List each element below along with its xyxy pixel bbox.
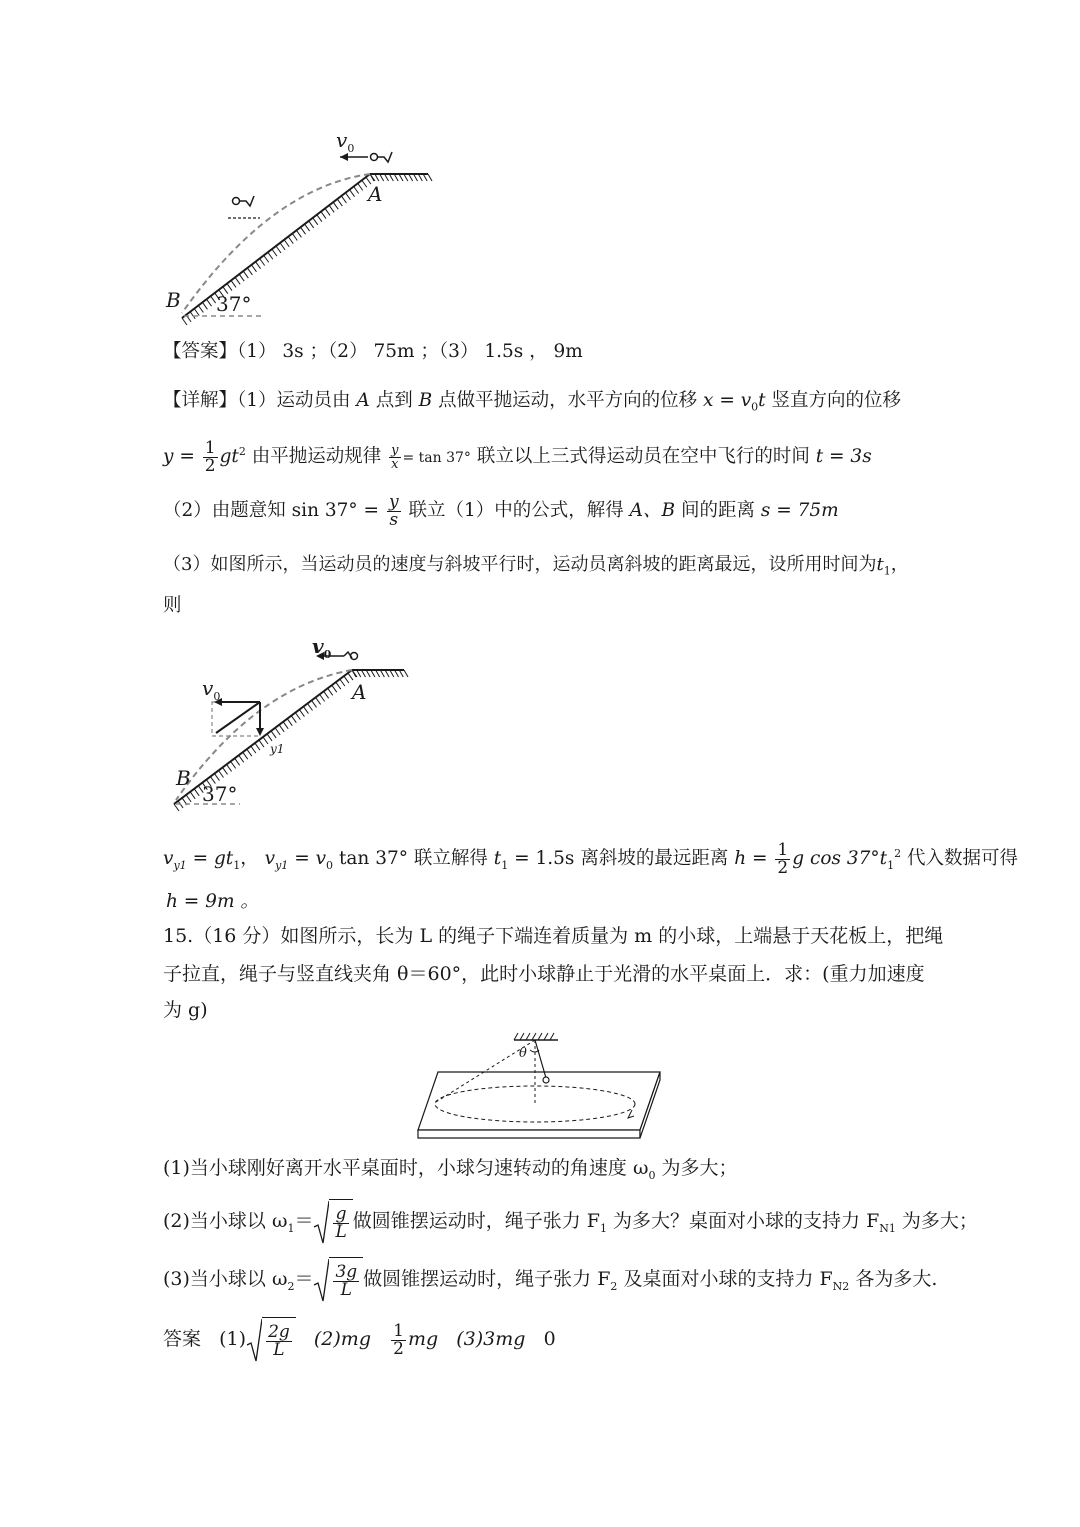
problem-15-line-2: 子拉直，绳子与竖直线夹角 θ＝60°，此时小球静止于光滑的水平桌面上．求：(重力加速度 <box>163 963 925 985</box>
hatch-mark <box>308 704 313 711</box>
figure-2-slope <box>160 632 420 812</box>
hatch-mark <box>219 771 224 778</box>
frac-y-over-x: $\frac{y}{x}$ <box>391 442 399 472</box>
hatch-mark <box>375 174 379 181</box>
hatch-mark <box>325 208 330 215</box>
hatch-mark <box>256 262 261 269</box>
question-2: (2)当小球以 $\omega_1=$ $\frac{g}{L}$ 做圆锥摆运动时，绳子张力 $F_1$ 为多大？桌面对小球的支持力 $F_{N1}$ 为多大； <box>163 1198 978 1252</box>
detail-line-3: （2）由题意知 sin 37° = $\frac{y}{s}$ 联立（1）中的公式，解得 A、B 间的距离 s = 75m <box>163 491 839 530</box>
detail-line-4: （3）如图所示，当运动员的速度与斜坡平行时，运动员离斜坡的距离最远，设所用时间为$t_1$， <box>163 554 909 578</box>
hatch-mark <box>291 716 296 723</box>
hatch-mark <box>247 268 252 275</box>
frac-half: $\frac{1}{2}$ <box>204 437 216 476</box>
hatch-mark <box>320 694 325 701</box>
hatch-mark <box>380 174 384 181</box>
hatch-mark <box>399 670 403 677</box>
hatch-mark <box>389 174 393 181</box>
detail-line-1: 【详解】（1）运动员由 A 点到 B 点做平抛运动，水平方向的位移 $x = v_0t$ 竖直方向的位移 <box>163 390 901 414</box>
answer-parts: （1） 3s ；（2） 75m ；（3） 1.5s ， 9m <box>237 341 583 362</box>
hatch-mark <box>231 761 236 768</box>
hatch-mark <box>292 233 297 240</box>
fig2-label-b: B <box>176 766 191 790</box>
problem-15-line-3: 为 g) <box>163 999 208 1021</box>
hatch-mark <box>354 187 359 194</box>
hatch-mark <box>303 707 308 714</box>
hatch-mark <box>263 737 268 744</box>
hatch-mark <box>190 792 195 799</box>
sqrt-2g-over-l: $\frac{2g}{L}$ <box>246 1317 296 1364</box>
hatch-mark <box>190 312 195 319</box>
figure-1-slope <box>160 128 440 328</box>
hatch-mark <box>390 670 394 677</box>
fig3-theta: θ <box>519 1046 527 1061</box>
hatch-mark <box>295 713 300 720</box>
fig1-v0-label: $v_0$ <box>336 128 355 155</box>
figure-1-drawing <box>160 128 440 328</box>
sqrt-g-over-l: $\frac{g}{L}$ <box>313 1199 352 1246</box>
hatch-mark <box>231 280 236 287</box>
hatch-mark <box>214 774 219 781</box>
sqrt-3g-over-l: $\frac{3g}{L}$ <box>313 1257 363 1304</box>
hatch-mark <box>350 190 355 197</box>
velocity-equation-line: $v_{y1} = gt_1$， $v_{y1} = v_0$ tan 37° 联立解得 $t_1 = 1.5s$ 离斜坡的最远距离 h = $\frac{1}{2}$ g $\cos 37^\circ t_1^2$ 代入数据可得 <box>163 839 1018 878</box>
frac-y-over-s: $\frac{y}{s}$ <box>388 491 399 530</box>
hatch-mark <box>370 174 374 181</box>
hatch-mark <box>395 670 399 677</box>
hatch-mark <box>309 221 314 228</box>
problem-15-line-1: 15.（16 分）如图所示，长为 L 的绳子下端连着质量为 m 的小球，上端悬于天花板上，把绳 <box>163 925 944 947</box>
hatch-mark <box>362 180 367 187</box>
hatch-mark <box>235 758 240 765</box>
hatch-mark <box>409 174 413 181</box>
hatch-mark <box>287 719 292 726</box>
hatch-mark <box>235 277 240 284</box>
fig2-angle-label: 37° <box>202 782 238 806</box>
fig2-v0-top: $v_0$ <box>312 634 332 661</box>
hatch-mark <box>345 193 350 200</box>
hatch-mark <box>380 670 384 677</box>
hatch-mark <box>268 252 273 259</box>
hatch-mark <box>288 237 293 244</box>
figure-3-drawing <box>410 1030 670 1150</box>
hatch-mark <box>366 670 370 677</box>
hatch-mark <box>414 174 418 181</box>
hatch-mark <box>371 670 375 677</box>
hatch-mark <box>207 299 212 306</box>
detail-line-5: 则 <box>163 595 182 616</box>
hatch-mark <box>418 174 422 181</box>
hatch-mark <box>312 700 317 707</box>
hatch-mark <box>198 305 203 312</box>
hatch-mark <box>194 309 199 316</box>
hatch-mark <box>324 691 329 698</box>
figure-2-drawing <box>160 632 420 812</box>
hatch-mark <box>239 755 244 762</box>
hatch-mark <box>283 722 288 729</box>
final-answer-label: 答案 <box>163 1328 202 1350</box>
hatch-mark <box>271 731 276 738</box>
hatch-mark <box>211 296 216 303</box>
hatch-mark <box>284 240 289 247</box>
hatch-mark <box>223 767 228 774</box>
hatch-mark <box>251 265 256 272</box>
hatch-mark <box>321 212 326 219</box>
hatch-mark <box>328 688 333 695</box>
hatch-mark <box>394 174 398 181</box>
hatch-mark <box>251 746 256 753</box>
hatch-mark <box>227 284 232 291</box>
fig1-label-b: B <box>166 288 181 312</box>
hatch-mark <box>357 670 361 677</box>
hatch-mark <box>247 749 252 756</box>
hatch-mark <box>385 670 389 677</box>
hatch-mark <box>352 670 356 677</box>
h-result-line: h = 9m 。 <box>166 891 259 912</box>
question-1: (1)当小球刚好离开水平桌面时，小球匀速转动的角速度 $\omega_0$ 为多大； <box>163 1157 738 1182</box>
hatch-mark <box>428 174 432 181</box>
hatch-mark <box>182 318 187 325</box>
figure-3-conical-pendulum <box>410 1030 670 1150</box>
hatch-mark <box>272 249 277 256</box>
hatch-mark <box>333 202 338 209</box>
fig1-label-a: A <box>368 182 383 206</box>
hatch-mark <box>361 670 365 677</box>
hatch-mark <box>280 243 285 250</box>
hatch-mark <box>186 795 191 802</box>
hatch-mark <box>313 218 318 225</box>
hatch-mark <box>264 255 269 262</box>
hatch-mark <box>259 740 264 747</box>
answer-prefix: 【答案】 <box>163 341 238 362</box>
hatch-mark <box>301 227 306 234</box>
hatch-mark <box>337 199 342 206</box>
hatch-mark <box>385 174 389 181</box>
hatch-mark <box>316 697 321 704</box>
hatch-mark <box>358 183 363 190</box>
hatch-mark <box>194 789 199 796</box>
detail-line-2: y = $\frac{1}{2}$ $gt^2$ 由平抛运动规律 $\frac{y}{x}$ = tan 37° 联立以上三式得运动员在空中飞行的时间 t = 3s <box>163 437 872 476</box>
hatch-mark <box>267 734 272 741</box>
hatch-mark <box>305 224 310 231</box>
hatch-mark <box>332 685 337 692</box>
hatch-mark <box>243 752 248 759</box>
hatch-mark <box>423 174 427 181</box>
hatch-mark <box>344 676 349 683</box>
hatch-mark <box>348 673 353 680</box>
hatch-mark <box>376 670 380 677</box>
fig2-vy1: y1 <box>270 742 285 756</box>
hatch-mark <box>399 174 403 181</box>
hatch-mark <box>174 804 179 811</box>
fig1-angle-label: 37° <box>216 292 252 316</box>
final-answer: 答案 (1) $\frac{2g}{L}$ (2)mg $\frac{1}{2}$ mg (3)3mg 0 <box>163 1316 556 1364</box>
hatch-mark <box>243 271 248 278</box>
hatch-mark <box>404 174 408 181</box>
hatch-mark <box>340 679 345 686</box>
hatch-mark <box>202 302 207 309</box>
hatch-mark <box>296 230 301 237</box>
hatch-mark <box>255 743 260 750</box>
hatch-mark <box>329 205 334 212</box>
hatch-mark <box>317 215 322 222</box>
hatch-mark <box>299 710 304 717</box>
hatch-mark <box>341 196 346 203</box>
fig2-label-a: A <box>352 680 367 704</box>
question-3: (3)当小球以 $\omega_2=$ $\frac{3g}{L}$ 做圆锥摆运动时，绳子张力 $F_2$ 及桌面对小球的支持力 $F_{N2}$ 各为多大. <box>163 1256 937 1310</box>
fig2-v0-left: $v_0$ <box>202 676 221 703</box>
hatch-mark <box>275 728 280 735</box>
hatch-mark <box>404 670 408 677</box>
hatch-mark <box>239 274 244 281</box>
hatch-mark <box>227 764 232 771</box>
hatch-mark <box>260 259 265 266</box>
hatch-mark <box>336 682 341 689</box>
hatch-mark <box>279 725 284 732</box>
answer-line <box>163 338 583 366</box>
frac-h-half: $\frac{1}{2}$ <box>777 839 789 878</box>
hatch-mark <box>276 246 281 253</box>
